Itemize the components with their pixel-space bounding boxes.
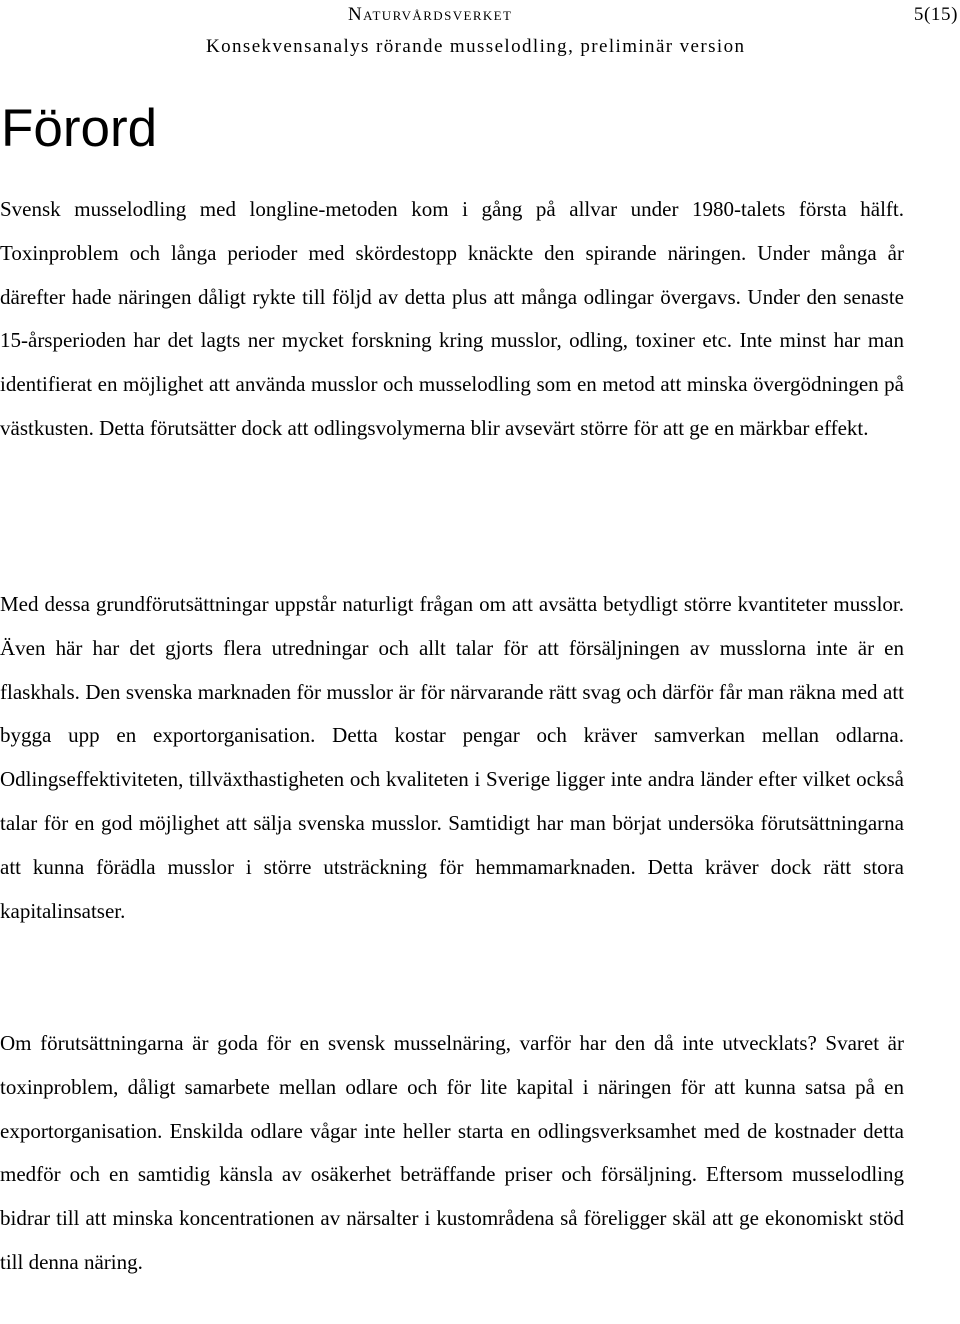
document-subtitle: Konsekvensanalys rörande musselodling, preliminär version — [206, 36, 746, 57]
agency-name: Naturvårdsverket — [348, 4, 513, 25]
page-number: 5(15) — [913, 4, 958, 25]
body-paragraph-2: Med dessa grundförutsättningar uppstår naturligt frågan om att avsätta betydligt större kvantiteter musslor. Även här har det gjorts flera utredningar och allt talar för att försäljningen av musslorna inte är en flaskhals. Den svenska marknaden för musslor är för närvarande rätt svag och därför får man räkna med att bygga upp en exportorganisation. Detta kostar pengar och kräver samverkan mellan odlarna. Odlingseffektiviteten, tillväxthastigheten och kvaliteten i Sverige ligger inte andra länder efter vilket också talar för en god möjlighet att sälja svenska musslor. Samtidigt har man börjat undersöka förutsättningarna att kunna förädla musslor i större utsträckning för hemmamarknaden. Detta kräver dock rätt stora kapitalinsatser. — [0, 592, 904, 923]
page-title: Förord — [1, 99, 158, 158]
page-header — [0, 4, 960, 64]
body-paragraph-3: Om förutsättningarna är goda för en svensk musselnäring, varför har den då inte utvecklats? Svaret är toxinproblem, dåligt samarbete mellan odlare och för lite kapital i näringen för att kunna satsa på en exportorganisation. Enskilda odlare vågar inte heller starta en odlingsverksamhet med de kostnader detta medför och en samtidig känsla av osäkerhet beträffande priser och försäljning. Eftersom musselodling bidrar till att minska koncentrationen av närsalter i kustområdena så föreligger skäl att ge ekonomiskt stöd till denna näring. — [0, 1031, 904, 1274]
body-paragraph-1: Svensk musselodling med longline-metoden kom i gång på allvar under 1980-talets första hälft. Toxinproblem och långa perioder med skördestopp knäckte den spirande näringen. Under många år därefter hade näringen dåligt rykte till följd av detta plus att många odlingar övergavs. Under den senaste 15-årsperioden har det lagts ner mycket forskning kring musslor, odling, toxiner etc. Inte minst har man identifierat en möjlighet att använda musslor och musselodling som en metod att minska övergödningen på västkusten. Detta förutsätter dock att odlingsvolymerna blir avsevärt större för att ge en märkbar effekt. — [0, 197, 904, 440]
